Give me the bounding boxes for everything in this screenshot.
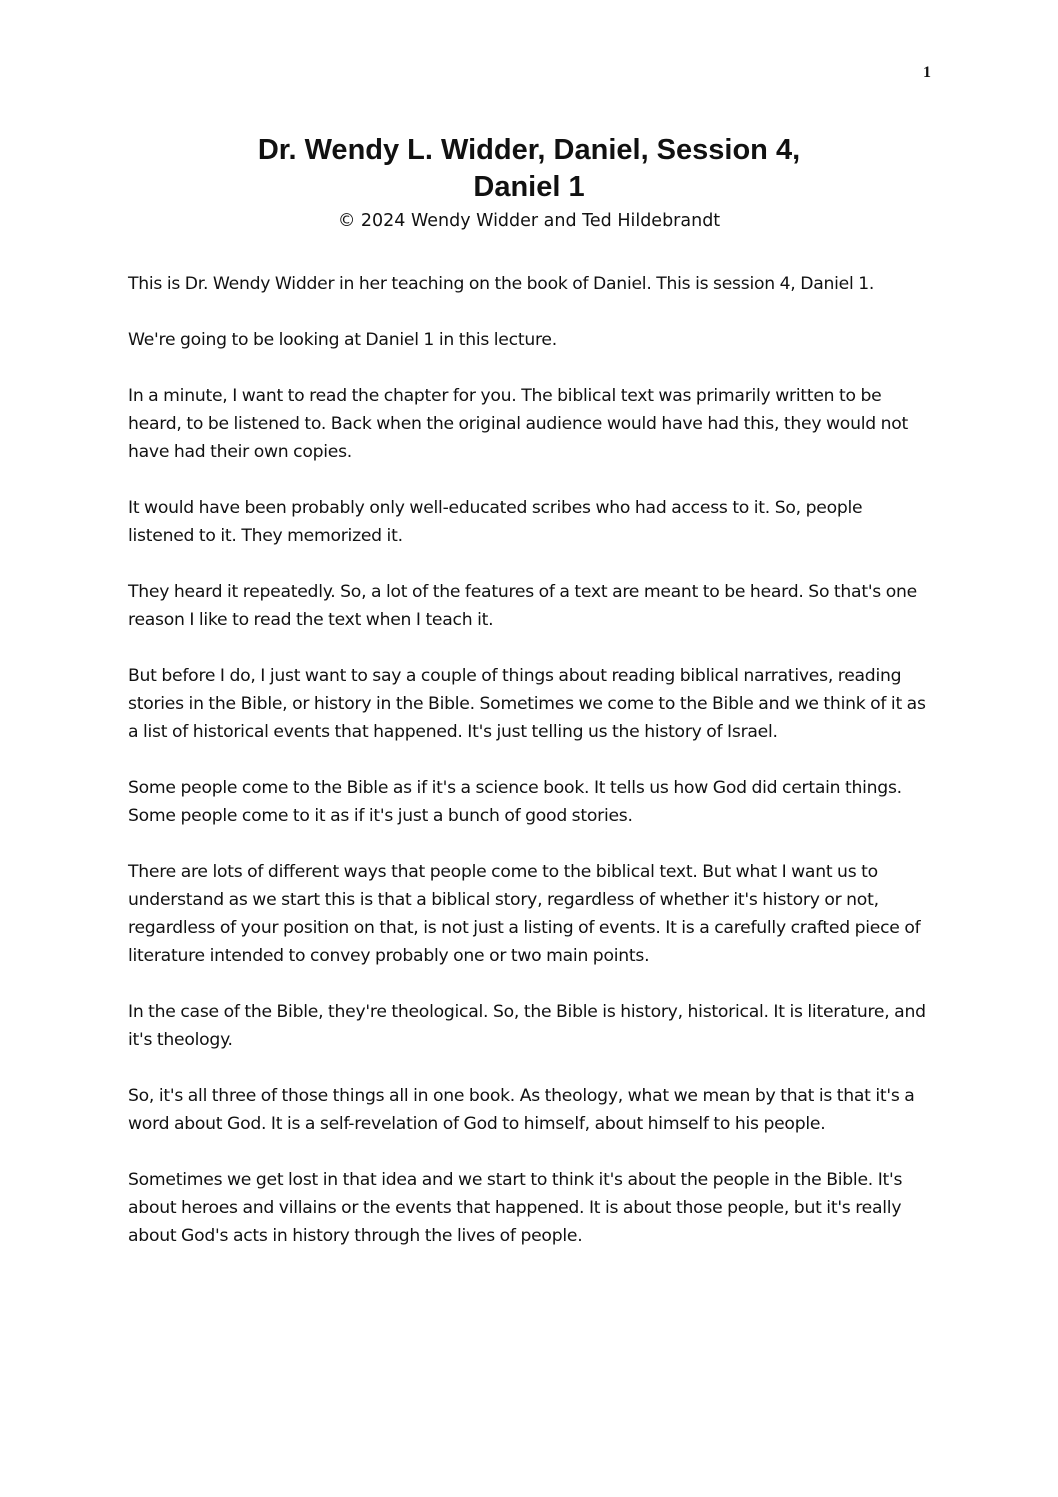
paragraph: In the case of the Bible, they're theological. So, the Bible is history, historical. It is literature, and it's theology. — [128, 1002, 926, 1050]
paragraph: But before I do, I just want to say a couple of things about reading biblical narratives, reading stories in the Bible, or history in the Bible. Sometimes we come to the Bible and we think of it as a list of historical events that happened. It's just telling us the history of Israel. — [128, 666, 926, 742]
paragraph: So, it's all three of those things all in one book. As theology, what we mean by that is that it's a word about God. It is a self-revelation of God to himself, about himself to his people. — [128, 1086, 915, 1134]
body-text — [128, 270, 930, 1278]
paragraph: They heard it repeatedly. So, a lot of the features of a text are meant to be heard. So that's one reason I like to read the text when I teach it. — [128, 582, 917, 630]
paragraph: This is Dr. Wendy Widder in her teaching on the book of Daniel. This is session 4, Daniel 1. — [128, 274, 875, 294]
page-number: 1 — [923, 64, 931, 81]
paragraph: There are lots of different ways that people come to the biblical text. But what I want us to understand as we start this is that a biblical story, regardless of whether it's history or not, regardless of your position on that, is not just a listing of events. It is a carefully crafted piece of literature intended to convey probably one or two main points. — [128, 862, 921, 966]
paragraph: It would have been probably only well-educated scribes who had access to it. So, people listened to it. They memorized it. — [128, 498, 863, 546]
paragraph: Sometimes we get lost in that idea and we start to think it's about the people in the Bible. It's about heroes and villains or the events that happened. It is about those people, but it's really about God's acts in history through the lives of people. — [128, 1170, 903, 1246]
copyright-notice: © 2024 Wendy Widder and Ted Hildebrandt — [337, 211, 721, 231]
paragraph: We're going to be looking at Daniel 1 in this lecture. — [128, 330, 557, 350]
document-title-line-1: Dr. Wendy L. Widder, Daniel, Session 4, — [257, 134, 801, 166]
paragraph: In a minute, I want to read the chapter for you. The biblical text was primarily written to be heard, to be listened to. Back when the original audience would have had this, they would not have had their own copies. — [128, 386, 909, 462]
paragraph: Some people come to the Bible as if it's a science book. It tells us how God did certain things. Some people come to it as if it's just a bunch of good stories. — [128, 778, 902, 826]
title-block — [128, 132, 930, 234]
document-title-line-2: Daniel 1 — [473, 171, 585, 203]
